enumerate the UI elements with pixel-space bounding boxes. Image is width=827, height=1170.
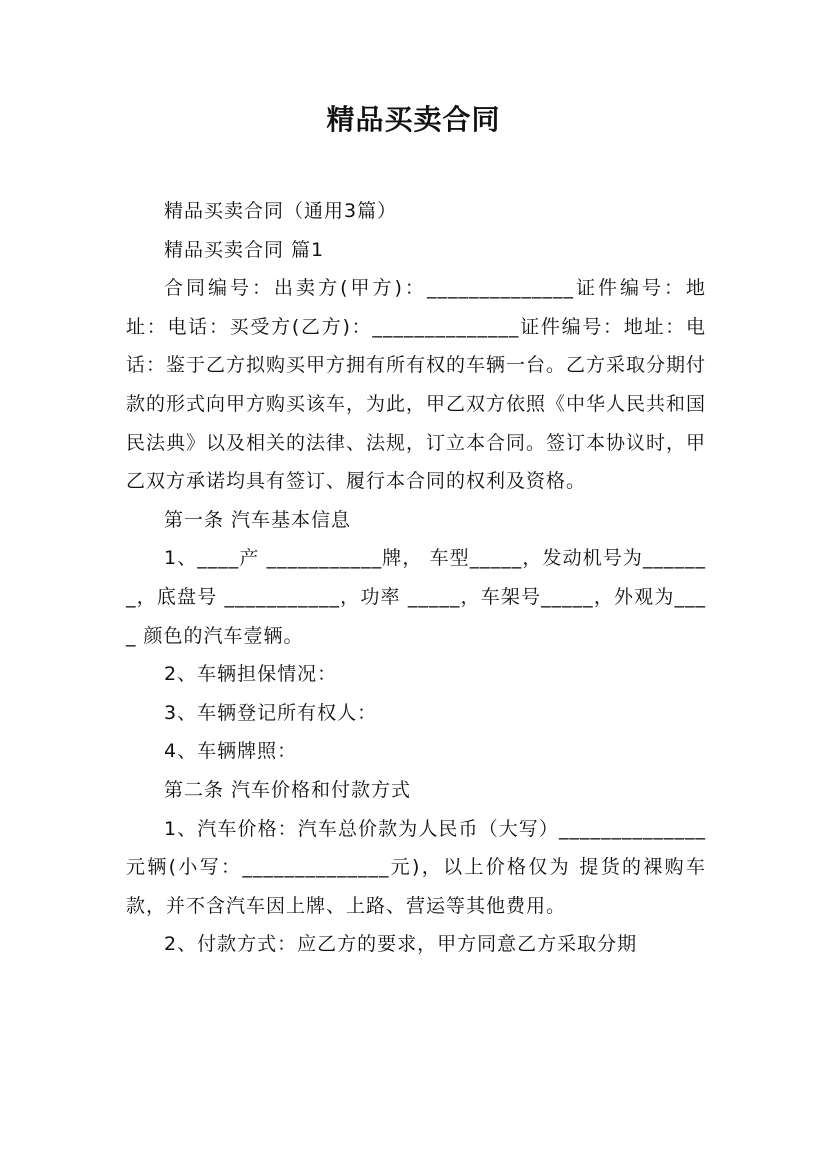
document-body: [126, 192, 706, 964]
paragraph-vehicle-price: 1、汽车价格：汽车总价款为人民币（大写）______________元辆(小写：______________元)，以上价格仅为 提货的裸购车款，并不含汽车因上牌、上路、营运等其他费用。: [126, 817, 706, 917]
paragraph-vehicle-owner: 3、车辆登记所有权人：: [164, 701, 378, 724]
paragraph-payment-method: 2、付款方式：应乙方的要求，甲方同意乙方采取分期: [164, 933, 638, 956]
paragraph-subtitle: 精品买卖合同（通用3篇）: [164, 200, 398, 222]
paragraph-vehicle-plate: 4、车辆牌照：: [164, 740, 298, 763]
paragraph-vehicle-guarantee: 2、车辆担保情况：: [164, 663, 338, 686]
paragraph-contract-parties: 合同编号：出卖方(甲方)：______________证件编号：地址：电话：买受方(乙方)：______________证件编号：地址：电话：鉴于乙方拟购买甲方拥有所有权的车辆一台。乙方采取分期付款的形式向甲方购买该车，为此，甲乙双方依照《中华人民共和国民法典》以及相关的法律、法规，订立本合同。签订本协议时，甲乙双方承诺均具有签订、履行本合同的权利及资格。: [126, 277, 707, 493]
paragraph-article-one-heading: 第一条 汽车基本信息: [164, 508, 352, 531]
paragraph-section-heading: 精品买卖合同 篇1: [164, 238, 325, 261]
document-title: 精品买卖合同: [326, 103, 501, 136]
paragraph-article-two-heading: 第二条 汽车价格和付款方式: [164, 778, 412, 801]
paragraph-vehicle-details: 1、____产 ___________牌， 车型_____，发动机号为_______，底盘号 ___________，功率 _____，车架号_____，外观为____ 颜色的汽车壹辆。: [126, 547, 706, 647]
